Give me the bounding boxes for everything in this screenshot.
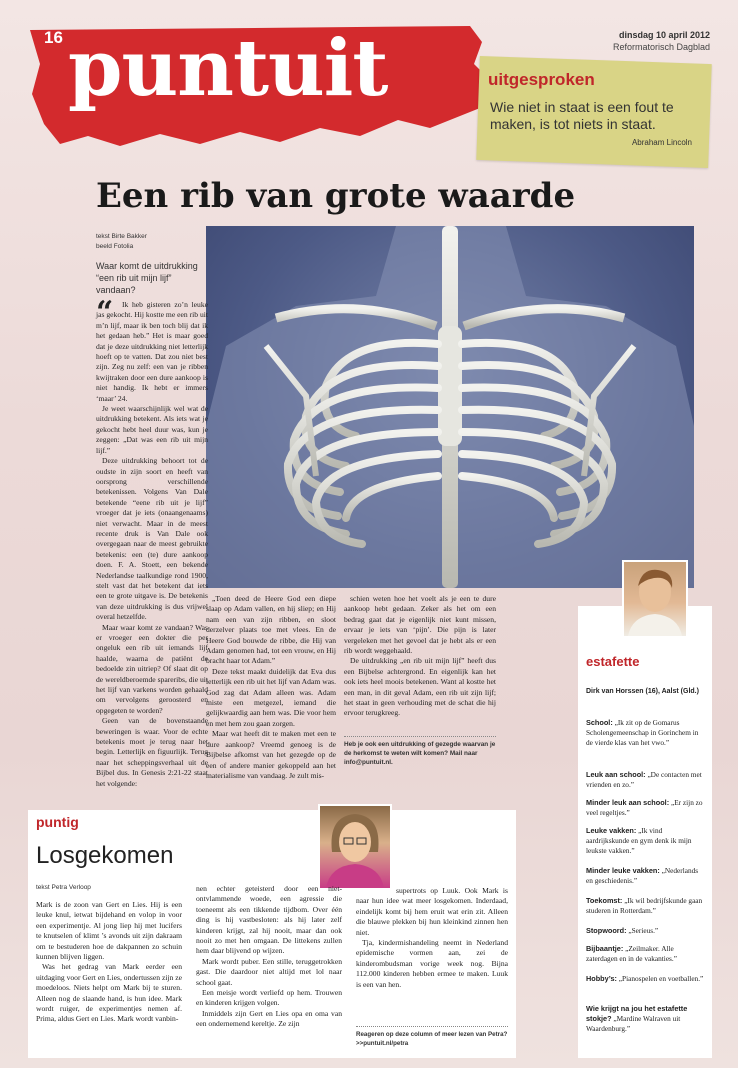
qa-item <box>586 866 706 886</box>
paragraph: Maar waar komt ze vandaan? Was er vroeger een dokter die per ongeluk een rib uit iemands lijf haalde, waarna de patiënt de bedoelde zin uitriep? Of slaat dit op de wereldberoemde spareribs, die uit het lijf van varkens worden gehaald om vervolgens geroosterd en opgegeten te worden? <box>96 622 208 715</box>
qa-question: Minder leuk aan school: <box>586 798 670 807</box>
reaction-link[interactable]: Reageren op deze column of meer lezen van Petra? >>puntuit.nl/petra <box>356 1031 508 1047</box>
divider <box>356 1026 508 1027</box>
quote-text: Wie niet in staat is een fout te maken, is tot niets in staat. <box>490 99 674 132</box>
paragraph: Een meisje wordt verliefd op hem. Trouwen en kinderen krijgen volgen. <box>196 988 342 1008</box>
article-headline: Een rib van grote waarde <box>96 176 576 216</box>
puntig-column-3 <box>356 886 508 990</box>
paragraph: supertrots op Luuk. Ook Mark is naar hun idee wat meer losgekomen. Inderdaad, eindelijk komt bij hem eruit wat erin zit. Alleen die blauwe plekken bij hun kleinkind zinnen hen niet. <box>356 886 508 937</box>
paper-name: Reformatorisch Dagblad <box>612 42 710 52</box>
qa-item <box>586 974 706 984</box>
article-credits <box>96 232 147 252</box>
portrait-icon <box>624 562 686 636</box>
qa-item <box>586 926 706 936</box>
article-column-3 <box>344 594 496 719</box>
qa-item <box>586 770 706 790</box>
qa-answer: „Ik vind aardrijkskunde en gym denk ik mijn leukste vakken.” <box>586 826 692 855</box>
qa-question: Toekomst: <box>586 896 623 905</box>
qa-question: Wie krijgt na jou het estafette stokje? <box>586 1004 688 1023</box>
qa-answer: „De contacten met vrienden en zo.” <box>586 770 702 789</box>
credit-text: tekst Birte Bakker <box>96 233 147 240</box>
qa-answer: „Er zijn zo veel regeltjes.” <box>586 798 703 817</box>
qa-question: Leuke vakken: <box>586 826 637 835</box>
paragraph: schien weten hoe het voelt als je een te dure aankoop hebt gedaan. Zeker als het om een bedrag gaat dat je eigenlijk niet kunt missen, ervaar je iets van ‘pijn’. Die pijn is later vergeleken met het gevoel dat je hebt als er een rib wordt weggehaald. <box>344 594 496 656</box>
paragraph: Je weet waarschijnlijk wel wat de uitdrukking betekent. Als iets wat je gekocht hebt heel duur was, kun je zeggen: „Dat was een rib uit mijn lijf.” <box>96 404 208 455</box>
paragraph: Mark is de zoon van Gert en Lies. Hij is een leuke knul, ietwat bijdehand en volop in voor een experimentje. Al jong liep hij met lucifers te knutselen of klimt ’s avonds uit zijn dakraam om te bestuderen hoe de dakpannen zo schuin kunnen blijven liggen. <box>36 900 182 962</box>
qa-item <box>586 944 706 964</box>
rib-cage-illustration <box>206 226 694 588</box>
qa-answer: „Ik wil bedrijfskunde gaan studeren in Rotterdam.” <box>586 896 703 915</box>
qa-answer: „Nederlands en geschiedenis.” <box>586 866 699 885</box>
paragraph: Inmiddels zijn Gert en Lies opa en oma van een ondernemend kereltje. Ze zijn <box>196 1008 342 1029</box>
qa-item <box>586 718 706 748</box>
qa-answer: „Ik zit op de Gomarus Scholengemeenschap in Gorinchem in de vierde klas van het vwo.” <box>586 718 699 747</box>
qa-item <box>586 896 706 916</box>
qa-question: School: <box>586 718 613 727</box>
quote-mark-icon: “ <box>96 295 114 330</box>
estafette-label: estafette <box>586 654 640 669</box>
paragraph: nen echter geteisterd door een niet-ontvlammende woede, een agressie die toeneemt als een tikkende tijdbom. Over één ding is hij vastbesloten: als hij later zelf kinderen krijgt, zal hij nooit, maar dan ook nooit zo met hen omgaan. De littekens zullen hem daar blijvend op wijzen. <box>196 884 342 956</box>
puntig-label: puntig <box>36 814 79 830</box>
qa-answer: „Mardine Walraven uit Waardenburg.” <box>586 1014 681 1033</box>
uitgesproken-label: uitgesproken <box>488 70 595 89</box>
qa-item <box>586 1004 706 1034</box>
paragraph: „Toen deed de Heere God een diepe slaap op Adam vallen, en hij sliep; en Hij nam een van zijn ribben, en sloot derzelver plaats toe met vlees. En de Heere God bouwde de ribbe, die Hij van Adam genomen had, tot een vrouw, en Hij bracht haar tot Adam.” <box>206 594 336 666</box>
paragraph: Was het gedrag van Mark eerder een uitdaging voor Gert en Lies, ondertussen zijn ze moedeloos. Niets helpt om Mark bij te sturen. Alleen nog de slaande hand, is hun idee. Mark wordt ruiger, de experimentjes nemen af. Prima, aldus Gert en Lies. Mark wordt vanbin- <box>36 962 182 1024</box>
issue-date: dinsdag 10 april 2012 <box>618 30 710 40</box>
qa-question: Bijbaantje: <box>586 944 624 953</box>
puntig-credit: tekst Petra Verloop <box>36 884 91 891</box>
article-column-2 <box>206 594 336 781</box>
portrait-icon <box>320 806 390 888</box>
qa-answer: „Zeilmaker. Alle zaterdagen en in de vakanties.” <box>586 944 677 963</box>
section-title: puntuit <box>68 23 388 114</box>
paragraph: Tja, kindermishandeling neemt in Nederland epidemische vormen aan, zei de kinderombudsman vorige week nog. Bijna 112.000 kinderen hebben ermee te maken. Luuk is een van hen. <box>356 938 508 989</box>
paragraph: Deze uitdrukking behoort tot de oudste in zijn soort en heeft van oorsprong verschillende betekenissen. Volgens Van Dale betekende “eene rib uit je lijf” vroeger dat je iets (onaangenaams) niet verwacht. Maar in de meest recente druk is Van Dale ook overgegaan naar de meest gebruikte betekenis: een (te) dure aankoop doen. F. A. Stoett, een bekende Nederlandse taalkundige rond 1900, stelt vast dat het betekent dat iets een te grote uitgave is. De betekenis van deze uitdrukking is dus vrijwel overal hetzelfde. <box>96 456 208 622</box>
article-intro: Waar komt de uitdrukking “een rib uit mijn lijf” vandaan? <box>96 261 198 295</box>
reader-question: Heb je ook een uitdrukking of gezegde waarvan je de herkomst te weten wilt komen? Mail naar info@puntuit.nl. <box>344 741 496 766</box>
divider <box>344 736 496 737</box>
rib-cage-photo <box>206 226 694 588</box>
paragraph: De uitdrukking „en rib uit mijn lijf” heeft dus een Bijbelse achtergrond. En eigenlijk kan het ook iets heel moois betekenen. Want al kostte het een man, in dit geval Adam, een rib uit zijn lijf; het staat in geen verhouding met de schat die hij ervoor terugkreeg. <box>344 656 496 718</box>
puntig-column-1 <box>36 900 182 1025</box>
qa-item <box>586 798 706 818</box>
qa-item <box>586 826 706 856</box>
estafette-name: Dirk van Horssen (16), Aalst (Gld.) <box>586 688 699 695</box>
qa-question: Stopwoord: <box>586 926 627 935</box>
credit-image: beeld Fotolia <box>96 243 134 250</box>
paragraph: Ik heb gisteren zo’n leuke jas gekocht. Hij kostte me een rib uit m’n lijf, maar ik ben toch blij dat ik het gedaan heb.” Het is maar goed dat je deze uitdrukking niet letterlijk hoeft op te vatten. Dat zou niet best zijn. Zeg nu zelf: een van je ribben kwijtraken door een dure aankoop is niet handig. Ik hebt er immers ‘maar’ 24. <box>96 300 208 403</box>
qa-answer: „Pianospelen en voetballen.” <box>618 974 704 983</box>
puntig-column-2 <box>196 884 342 1030</box>
paragraph: Deze tekst maakt duidelijk dat Eva dus letterlijk een rib uit het lijf van Adam was. God zag dat Adam alleen was. Adam miste een metgezel, iemand die gelijkwaardig aan hem was. Die voor hem en met hem zou gaan zorgen. <box>206 666 336 728</box>
estafette-photo <box>622 560 688 638</box>
paragraph: Mark wordt puber. Een stille, teruggetrokken gast. Die daardoor niet altijd met lol naar school gaat. <box>196 956 342 987</box>
page-number: 16 <box>44 28 63 47</box>
article-column-1 <box>96 295 208 789</box>
quote-author: Abraham Lincoln <box>631 138 692 147</box>
qa-answer: „Serieus.” <box>628 926 659 935</box>
puntig-title: Losgekomen <box>36 842 174 869</box>
qa-question: Minder leuke vakken: <box>586 866 660 875</box>
columnist-photo <box>318 804 392 890</box>
paragraph: Geen van de bovenstaande beweringen is waar. Voor de echte betekenis moet je terug naar het begin. Letterlijk en figuurlijk. Terug naar het scheppingsverhaal uit de Bijbel dus. In Genesis 2:21-22 staat het volgende: <box>96 716 208 788</box>
paragraph: Maar wat heeft dit te maken met een te dure aankoop? Vreemd genoeg is de Bijbelse afkomst van het gezegde op de een of andere manier gekoppeld aan het materialisme van vandaag. Je zult mis- <box>206 729 336 780</box>
qa-question: Hobby’s: <box>586 974 617 983</box>
qa-question: Leuk aan school: <box>586 770 646 779</box>
